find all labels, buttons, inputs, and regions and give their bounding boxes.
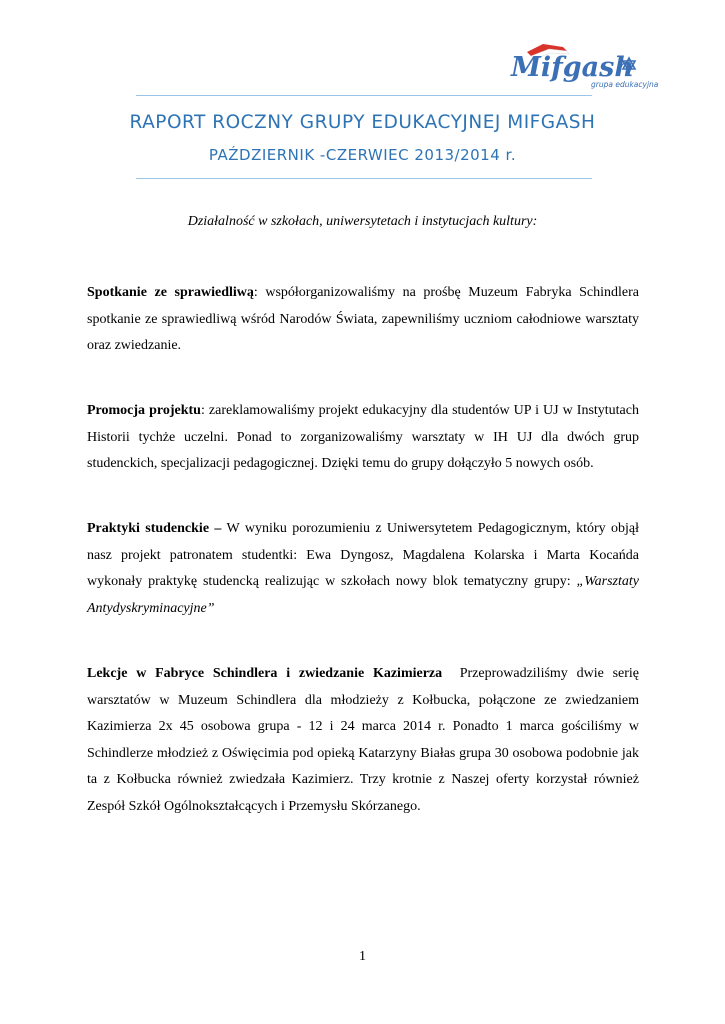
section-body: współorganizowaliśmy na prośbę Muzeum Fabryka Schindlera spotkanie ze sprawiedliwą wśród Narodów Świata, zapewniliśmy uczniom całodniowe warsztaty oraz zwiedzanie.	[87, 285, 639, 353]
report-title: RAPORT ROCZNY GRUPY EDUKACYJNEJ MIFGASH	[129, 112, 596, 133]
section-body: Przeprowadziliśmy dwie serię warsztatów w Muzeum Schindlera dla młodzieży z Kołbucka, połączone ze zwiedzaniem Kazimierza 2x 45 osobowa grupa - 12 i 24 marca 2014 r. Ponadto 1 marca gościliśmy w Schindlerze młodzież z Oświęcimia pod opieką Katarzyny Białas grupa 30 osobowa podobnie jak ta z Kołbucka również zwiedzała Kazimierz. Trzy krotnie z Naszej oferty korzystał również Zespół Szkół Ogólnokształcących i Przemysłu Skórzanego.	[87, 666, 639, 814]
logo-tagline: grupa edukacyjna	[591, 80, 659, 89]
section-heading: Lekcje w Fabryce Schindlera i zwiedzanie Kazimierza	[87, 666, 443, 681]
section-separator: :	[253, 285, 266, 300]
mifgash-logo	[505, 38, 659, 93]
section-lessons	[87, 661, 639, 820]
section-body: zareklamowaliśmy projekt edukacyjny dla studentów UP i UJ w Instytutach Historii tychże uczelni. Ponad to zorganizowaliśmy warsztaty w IH UJ dla dwóch grup studenckich, specjalizacji pedagogicznej. Dzięki temu do grupy dołączyło 5 nowych osób.	[87, 403, 639, 471]
header-rule-top	[136, 95, 592, 96]
logo-wordmark: Mifgash	[511, 52, 634, 83]
header-rule-bottom	[136, 178, 592, 179]
section-heading: Praktyki studenckie –	[87, 521, 222, 536]
page-number: 1	[359, 949, 366, 964]
section-internships	[87, 516, 639, 622]
intro-line: Działalność w szkołach, uniwersytetach i instytucjach kultury:	[187, 214, 538, 229]
section-italic-quote: „Warsztaty Antydyskryminacyjne”	[87, 574, 639, 616]
section-heading: Promocja projektu	[87, 403, 201, 418]
report-period: PAŹDZIERNIK -CZERWIEC 2013/2014 r.	[208, 146, 517, 164]
logo-graphic	[505, 38, 659, 93]
section-body: W wyniku porozumieniu z Uniwersytetem Pedagogicznym, który objął nasz projekt patronatem studentki: Ewa Dyngosz, Magdalena Kolarska i Marta Kocańda wykonały praktykę studencką realizując w szkołach nowy blok tematyczny grupy:	[87, 521, 639, 589]
section-separator	[442, 666, 460, 681]
section-heading: Spotkanie ze sprawiedliwą	[87, 285, 254, 300]
section-promotion	[87, 398, 639, 478]
section-meeting	[87, 280, 639, 360]
section-separator: :	[200, 403, 209, 418]
